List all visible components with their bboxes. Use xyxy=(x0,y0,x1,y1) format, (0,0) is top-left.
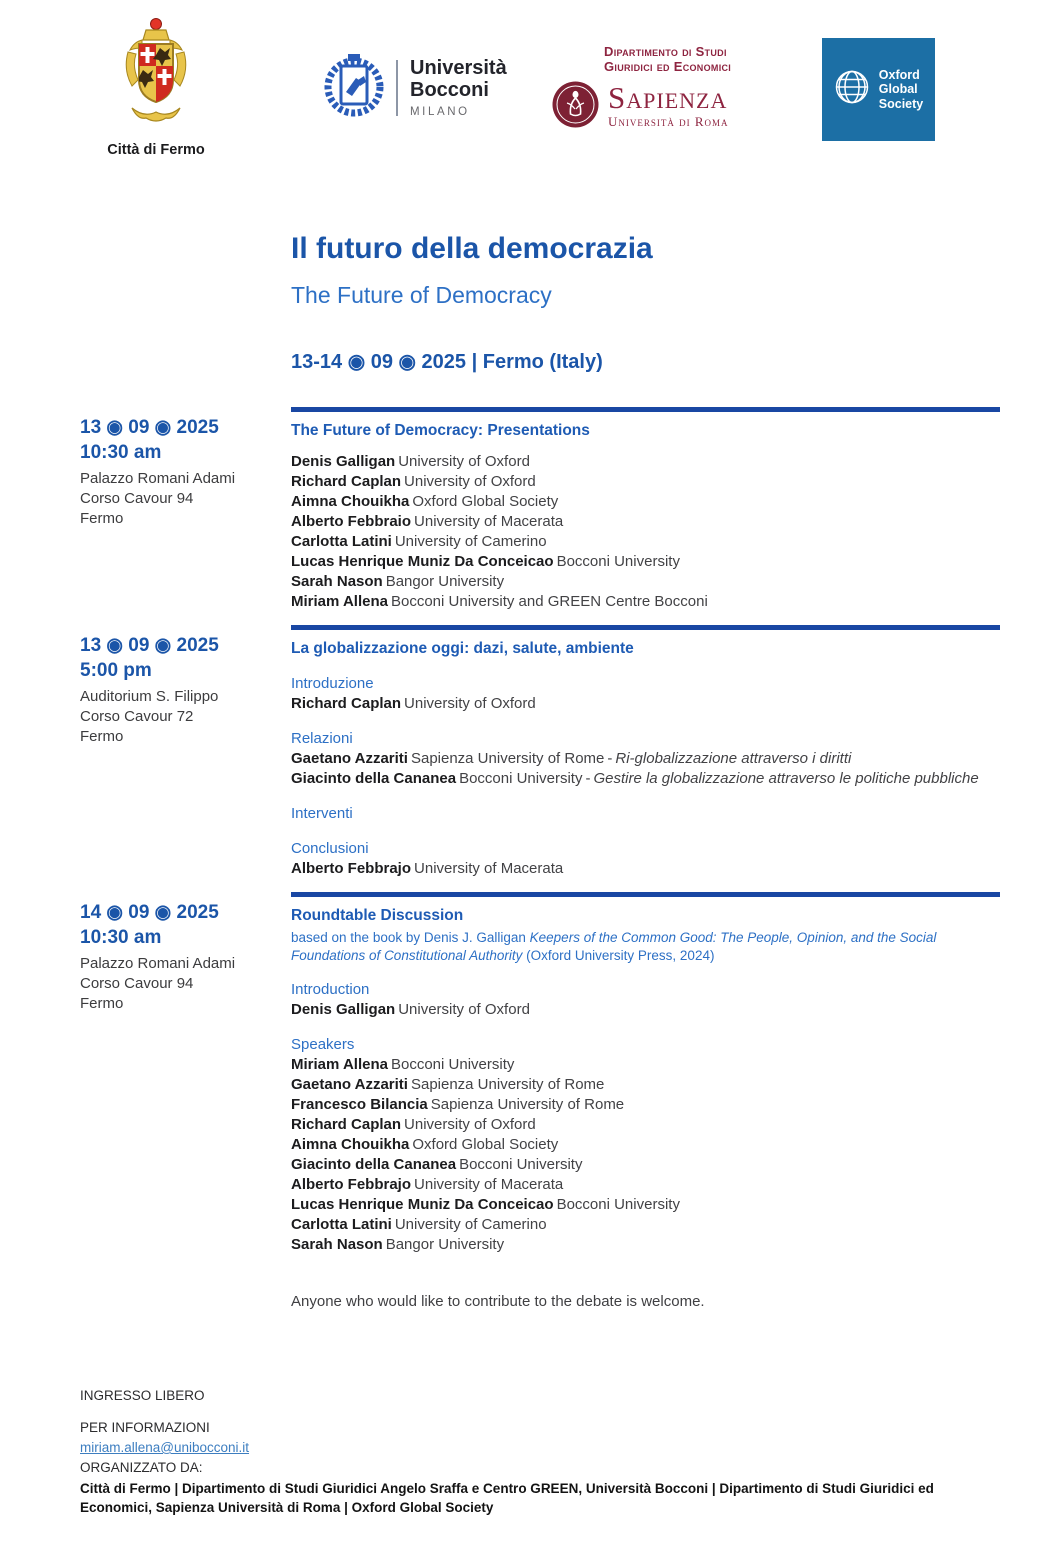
person-name: Carlotta Latini xyxy=(291,533,392,550)
person-affiliation: University of Macerata xyxy=(414,860,564,877)
session-venue-line: Auditorium S. Filippo xyxy=(80,688,219,705)
fermo-coat-of-arms-icon xyxy=(118,117,194,134)
note-prefix: based on the book by Denis J. Galligan xyxy=(291,930,530,945)
person-line xyxy=(291,572,1000,592)
session-date: 13 ◉ 09 ◉ 2025 xyxy=(80,635,219,656)
person-affiliation: Oxford Global Society xyxy=(412,1136,559,1153)
subsection-label-conclusioni: Conclusioni xyxy=(291,840,369,857)
program-sessions xyxy=(80,407,1000,1312)
person-name: Giacinto della Cananea xyxy=(291,1156,457,1173)
session-venue-line: Fermo xyxy=(80,728,124,745)
person-line xyxy=(291,1215,1000,1235)
session-venue-line: Corso Cavour 72 xyxy=(80,708,194,725)
person-line xyxy=(291,592,1000,612)
globe-icon xyxy=(834,69,870,110)
person-line xyxy=(291,1195,1000,1215)
book-reference-note xyxy=(291,929,1000,965)
event-title-italian: Il futuro della democrazia xyxy=(291,232,653,265)
person-line xyxy=(291,1095,1000,1115)
person-affiliation: Sapienza University of Rome xyxy=(410,750,605,767)
person-affiliation: Bangor University xyxy=(385,573,505,590)
person-line xyxy=(291,859,1000,879)
person-line xyxy=(291,1135,1000,1155)
person-name: Carlotta Latini xyxy=(291,1216,392,1233)
subsection-label-speakers: Speakers xyxy=(291,1036,355,1053)
session-3-speakers xyxy=(291,1055,1000,1255)
sapienza-dept-line1: Dipartimento di Studi xyxy=(604,44,727,59)
session-venue-line: Corso Cavour 94 xyxy=(80,975,194,992)
person-affiliation: Bocconi University xyxy=(556,553,680,570)
organizers-line: Città di Fermo | Dipartimento di Studi Giuridici Angelo Sraffa e Centro GREEN, Università Bocconi | Dipartimento di Studi Giuridici ed Economici, Sapienza Università di Roma | Oxford Global Society xyxy=(80,1481,934,1515)
person-line xyxy=(291,452,1000,472)
person-affiliation: Bocconi University xyxy=(459,1156,583,1173)
session-venue-line: Corso Cavour 94 xyxy=(80,490,194,507)
bocconi-name-line1: Università xyxy=(410,57,507,79)
footer xyxy=(80,1386,1000,1517)
session-1-content xyxy=(291,407,1000,612)
info-label: PER INFORMAZIONI xyxy=(80,1420,210,1435)
session-title: Roundtable Discussion xyxy=(291,907,464,924)
person-line xyxy=(291,1115,1000,1135)
person-name: Giacinto della Cananea xyxy=(291,770,457,787)
person-name: Aimna Chouikha xyxy=(291,1136,410,1153)
person-name: Aimna Chouikha xyxy=(291,493,410,510)
person-line xyxy=(291,492,1000,512)
person-name: Sarah Nason xyxy=(291,573,383,590)
person-affiliation: Bocconi University xyxy=(556,1196,680,1213)
sapienza-dept-line2: Giuridici ed Economici xyxy=(604,59,732,74)
person-line xyxy=(291,552,1000,572)
sapienza-subtitle: Università di Roma xyxy=(608,114,729,129)
person-line xyxy=(291,1175,1000,1195)
session-venue-line: Palazzo Romani Adami xyxy=(80,955,236,972)
session-2-when xyxy=(80,625,291,879)
person-line xyxy=(291,1235,1000,1255)
sapienza-logo xyxy=(552,44,762,133)
person-line xyxy=(291,1075,1000,1095)
header-logos xyxy=(0,0,1058,168)
sapienza-emblem-icon xyxy=(552,81,599,133)
ogs-line1: Oxford xyxy=(878,67,920,82)
person-name: Francesco Bilancia xyxy=(291,1096,428,1113)
subsection-label-interventi: Interventi xyxy=(291,805,353,822)
person-line xyxy=(291,512,1000,532)
session-3-content xyxy=(291,892,1000,1312)
person-name: Richard Caplan xyxy=(291,1116,402,1133)
sapienza-name: Sapienza xyxy=(608,80,728,115)
dash-separator: - xyxy=(585,770,591,787)
session-1-when xyxy=(80,407,291,612)
person-name: Alberto Febbrajo xyxy=(291,1176,412,1193)
section-divider xyxy=(291,625,1000,630)
section-divider xyxy=(291,407,1000,412)
sapienza-wordmark xyxy=(608,81,729,130)
session-time: 5:00 pm xyxy=(80,660,152,681)
person-line xyxy=(291,1055,1000,1075)
contact-email-link[interactable]: miriam.allena@unibocconi.it xyxy=(80,1440,250,1455)
person-line xyxy=(291,749,1000,769)
session-1-people xyxy=(291,452,1000,612)
person-name: Lucas Henrique Muniz Da Conceicao xyxy=(291,1196,554,1213)
closing-note: Anyone who would like to contribute to the debate is welcome. xyxy=(291,1293,705,1310)
session-3-when xyxy=(80,892,291,1312)
person-name: Richard Caplan xyxy=(291,695,402,712)
session-title: The Future of Democracy: Presentations xyxy=(291,422,590,439)
subsection-label-introduction: Introduction xyxy=(291,981,370,998)
person-name: Sarah Nason xyxy=(291,1236,383,1253)
free-entry-label: INGRESSO LIBERO xyxy=(80,1388,205,1403)
book-title: Keepers of the Common Good: The People, Opinion, and the Social Foundations of Constitutional Authority xyxy=(291,930,937,963)
person-affiliation: Bocconi University and GREEN Centre Bocconi xyxy=(390,593,708,610)
person-affiliation: University of Camerino xyxy=(394,533,547,550)
event-title-english: The Future of Democracy xyxy=(291,282,552,308)
session-venue-line: Fermo xyxy=(80,510,124,527)
person-affiliation: Bocconi University xyxy=(390,1056,515,1073)
dash-separator: - xyxy=(607,750,613,767)
person-name: Denis Galligan xyxy=(291,453,396,470)
citta-di-fermo-logo xyxy=(100,16,212,158)
person-name: Denis Galligan xyxy=(291,1001,396,1018)
person-name: Richard Caplan xyxy=(291,473,402,490)
person-line xyxy=(291,769,1000,789)
bocconi-emblem-icon xyxy=(322,52,386,123)
ogs-wordmark xyxy=(879,68,923,112)
session-venue-line: Fermo xyxy=(80,995,124,1012)
session-3 xyxy=(80,892,1000,1312)
person-name: Lucas Henrique Muniz Da Conceicao xyxy=(291,553,554,570)
organized-by-label: ORGANIZZATO DA: xyxy=(80,1460,203,1475)
person-affiliation: Bocconi University xyxy=(459,770,583,787)
talk-title: Gestire la globalizzazione attraverso le politiche pubbliche xyxy=(593,770,979,787)
section-divider xyxy=(291,892,1000,897)
session-2 xyxy=(80,625,1000,879)
person-affiliation: Sapienza University of Rome xyxy=(430,1096,625,1113)
person-line xyxy=(291,472,1000,492)
talk-title: Ri-globalizzazione attraverso i diritti xyxy=(615,750,852,767)
person-affiliation: University of Oxford xyxy=(398,1001,530,1018)
session-2-content xyxy=(291,625,1000,879)
subsection-label-introduzione: Introduzione xyxy=(291,675,374,692)
session-time: 10:30 am xyxy=(80,927,162,948)
person-affiliation: University of Camerino xyxy=(394,1216,547,1233)
person-affiliation: University of Macerata xyxy=(414,1176,564,1193)
bocconi-divider xyxy=(396,60,398,116)
oxford-global-society-logo xyxy=(822,38,935,141)
bocconi-logo xyxy=(322,52,507,123)
subsection-label-relazioni: Relazioni xyxy=(291,730,353,747)
person-affiliation: Oxford Global Society xyxy=(412,493,559,510)
bocconi-city: MILANO xyxy=(410,106,470,118)
event-date-location: 13-14 ◉ 09 ◉ 2025 | Fermo (Italy) xyxy=(291,351,603,373)
ogs-line2: Global xyxy=(878,82,918,97)
session-1 xyxy=(80,407,1000,612)
hero xyxy=(291,232,1000,374)
person-affiliation: University of Macerata xyxy=(414,513,564,530)
person-name: Alberto Febbraio xyxy=(291,513,412,530)
session-venue-line: Palazzo Romani Adami xyxy=(80,470,236,487)
person-affiliation: University of Oxford xyxy=(404,473,536,490)
person-name: Miriam Allena xyxy=(291,1056,388,1073)
session-date: 13 ◉ 09 ◉ 2025 xyxy=(80,417,219,438)
person-affiliation: University of Oxford xyxy=(404,695,536,712)
bocconi-wordmark xyxy=(410,57,507,118)
person-affiliation: Sapienza University of Rome xyxy=(410,1076,605,1093)
person-name: Gaetano Azzariti xyxy=(291,750,408,767)
person-affiliation: Bangor University xyxy=(385,1236,505,1253)
session-time: 10:30 am xyxy=(80,442,162,463)
person-affiliation: University of Oxford xyxy=(398,453,530,470)
bocconi-name-line2: Bocconi xyxy=(410,79,489,101)
person-affiliation: University of Oxford xyxy=(404,1116,536,1133)
person-line xyxy=(291,532,1000,552)
person-name: Gaetano Azzariti xyxy=(291,1076,408,1093)
session-title: La globalizzazione oggi: dazi, salute, ambiente xyxy=(291,640,634,657)
note-suffix: (Oxford University Press, 2024) xyxy=(522,948,715,963)
ogs-line3: Society xyxy=(878,96,924,111)
person-name: Alberto Febbrajo xyxy=(291,860,412,877)
fermo-caption: Città di Fermo xyxy=(107,142,205,158)
session-date: 14 ◉ 09 ◉ 2025 xyxy=(80,902,219,923)
person-line xyxy=(291,1000,1000,1020)
person-line xyxy=(291,694,1000,714)
person-name: Miriam Allena xyxy=(291,593,388,610)
person-line xyxy=(291,1155,1000,1175)
